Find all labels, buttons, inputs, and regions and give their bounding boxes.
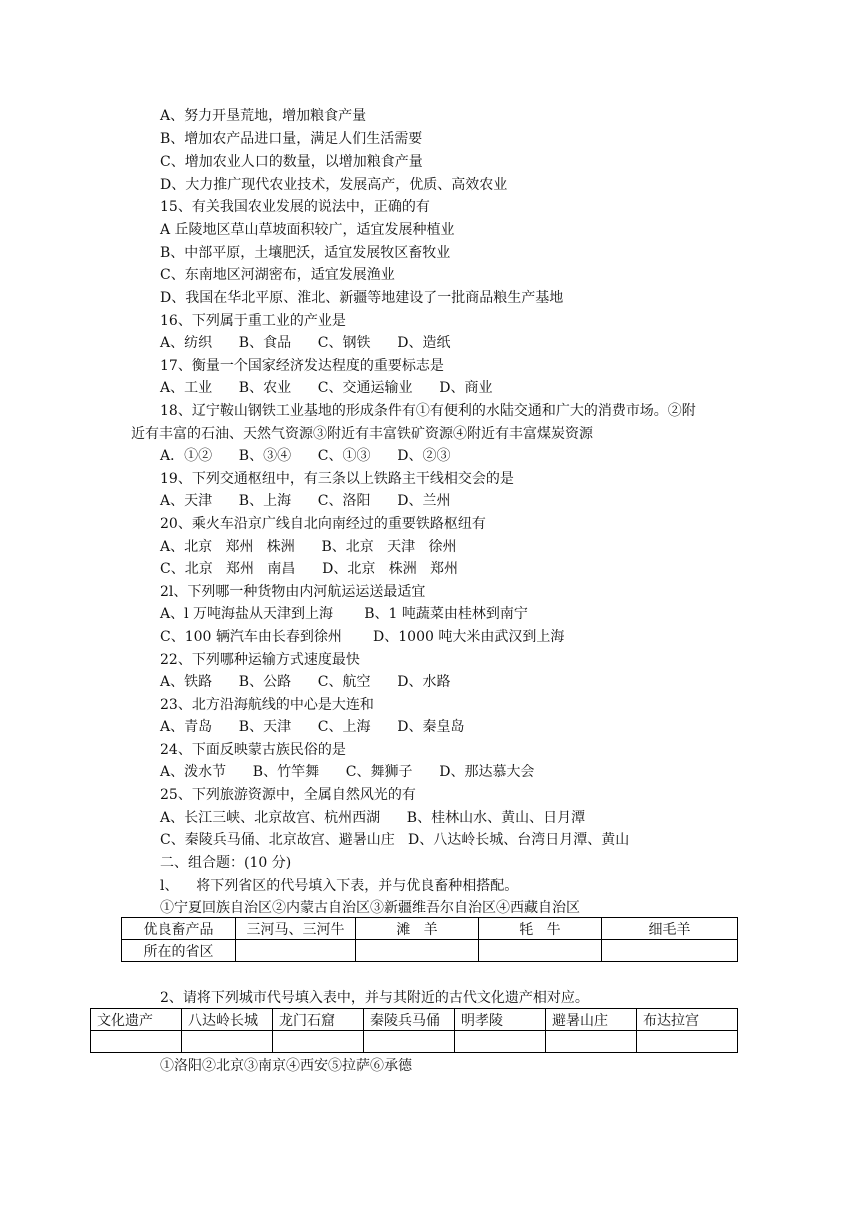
table-row-label: 所在的省区 (122, 940, 236, 962)
option-line: B、中部平原，土壤肥沃，适宜发展牧区畜牧业 (160, 245, 451, 261)
option-line: A、天津 B、上海 C、洛阳 D、兰州 (160, 493, 451, 509)
question-options: ①宁夏回族自治区②内蒙古自治区③新疆维吾尔自治区④西藏自治区 (160, 900, 580, 916)
answer-cell[interactable] (364, 1031, 455, 1053)
option-line: A、努力开垦荒地，增加粮食产量 (160, 108, 367, 124)
answer-cell[interactable] (356, 940, 479, 962)
question-text: 19、下列交通枢纽中，有三条以上铁路主干线相交会的是 (160, 471, 514, 487)
question-text: 22、下列哪种运输方式速度最快 (160, 652, 360, 668)
answer-cell[interactable] (182, 1031, 273, 1053)
answer-cell[interactable] (479, 940, 602, 962)
option-line: D、我国在华北平原、淮北、新疆等地建设了一批商品粮生产基地 (160, 290, 564, 306)
question-text: 23、北方沿海航线的中心是大连和 (160, 697, 374, 713)
option-line: A、青岛 B、天津 C、上海 D、秦皇岛 (160, 719, 465, 735)
question-text: 17、衡量一个国家经济发达程度的重要标志是 (160, 358, 444, 374)
table-header-cell: 滩 羊 (356, 918, 479, 940)
question-text: 25、下列旅游资源中，全属自然风光的有 (160, 787, 416, 803)
table-header-cell: 牦 牛 (479, 918, 602, 940)
option-line: A、l 万吨海盐从天津到上海 B、1 吨蔬菜由桂林到南宁 (160, 606, 528, 622)
option-line: C、东南地区河湖密布，适宜发展渔业 (160, 267, 395, 283)
option-line: C、100 辆汽车由长春到徐州 D、1000 吨大米由武汉到上海 (160, 629, 565, 645)
question-text: 24、下面反映蒙古族民俗的是 (160, 742, 346, 758)
answer-cell[interactable] (602, 940, 738, 962)
answer-cell[interactable] (455, 1031, 546, 1053)
table-header-cell: 八达岭长城 (182, 1009, 273, 1031)
option-line: D、大力推广现代农业技术，发展高产，优质、高效农业 (160, 177, 508, 193)
question-text: l、 将下列省区的代号填入下表，并与优良畜种相搭配。 (160, 878, 519, 894)
table-header-cell: 优良畜产品 (122, 918, 236, 940)
option-line: A 丘陵地区草山草坡面积较广，适宜发展种植业 (160, 222, 455, 238)
option-line: A、长江三峡、北京故宫、杭州西湖 B、桂林山水、黄山、日月潭 (160, 810, 586, 826)
answer-cell[interactable] (91, 1031, 182, 1053)
option-line: C、北京 郑州 南昌 D、北京 株洲 郑州 (160, 561, 459, 577)
option-line: A、铁路 B、公路 C、航空 D、水路 (160, 674, 451, 690)
table-header-cell: 三河马、三河牛 (236, 918, 356, 940)
question-text: 2l、下列哪一种货物由内河航运运送最适宜 (160, 584, 426, 600)
option-line: A．①② B、③④ C、①③ D、②③ (160, 448, 451, 464)
table-row (91, 1009, 738, 1031)
table-row (122, 940, 738, 962)
option-line: A、北京 郑州 株洲 B、北京 天津 徐州 (160, 539, 457, 555)
option-line: B、增加农产品进口量，满足人们生活需要 (160, 131, 423, 147)
option-line: C、增加农业人口的数量，以增加粮食产量 (160, 154, 423, 170)
question-options: ①洛阳②北京③南京④西安⑤拉萨⑥承德 (160, 1058, 412, 1074)
table-header-cell: 布达拉宫 (637, 1009, 738, 1031)
question-text: 15、有关我国农业发展的说法中，正确的有 (160, 199, 430, 215)
answer-cell[interactable] (637, 1031, 738, 1053)
question-text: 20、乘火车沿京广线自北向南经过的重要铁路枢纽有 (160, 516, 486, 532)
table-header-cell: 龙门石窟 (273, 1009, 364, 1031)
section-heading: 二、组合题：(10 分) (160, 855, 292, 871)
question-text: 18、辽宁鞍山钢铁工业基地的形成条件有①有便利的水陆交通和广大的消费市场。②附 (160, 403, 696, 419)
answer-cell[interactable] (273, 1031, 364, 1053)
answer-cell[interactable] (236, 940, 356, 962)
table-row (91, 1031, 738, 1053)
answer-cell[interactable] (546, 1031, 637, 1053)
question-text: 16、下列属于重工业的产业是 (160, 313, 346, 329)
table-row (122, 918, 738, 940)
table-header-cell: 细毛羊 (602, 918, 738, 940)
question-text: 2、请将下列城市代号填入表中，并与其附近的古代文化遗产相对应。 (160, 990, 589, 1006)
option-line: A、泼水节 B、竹竿舞 C、舞狮子 D、那达慕大会 (160, 764, 535, 780)
question-text-continued: 近有丰富的石油、天然气资源③附近有丰富铁矿资源④附近有丰富煤炭资源 (131, 426, 593, 442)
livestock-table (121, 917, 738, 962)
table-header-cell: 明孝陵 (455, 1009, 546, 1031)
option-line: A、纺织 B、食品 C、钢铁 D、造纸 (160, 335, 451, 351)
heritage-table (90, 1008, 738, 1053)
option-line: A、工业 B、农业 C、交通运输业 D、商业 (160, 380, 493, 396)
option-line: C、秦陵兵马俑、北京故宫、避暑山庄 D、八达岭长城、台湾日月潭、黄山 (160, 832, 630, 848)
table-header-cell: 文化遗产 (91, 1009, 182, 1031)
table-header-cell: 秦陵兵马俑 (364, 1009, 455, 1031)
table-header-cell: 避暑山庄 (546, 1009, 637, 1031)
